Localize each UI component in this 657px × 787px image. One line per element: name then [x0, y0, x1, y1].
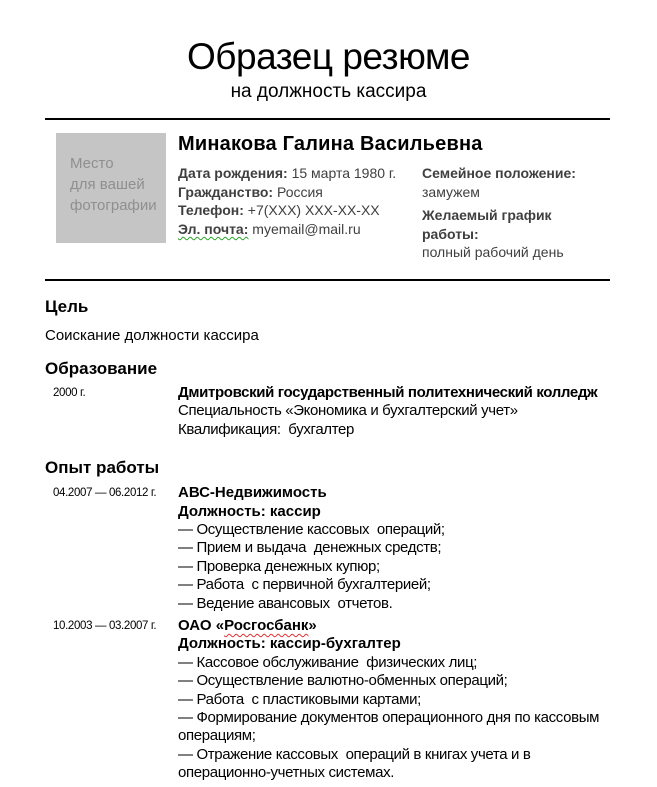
info-row — [178, 183, 422, 202]
job-company: АВС-Недвижимость — [178, 484, 327, 502]
header-section — [45, 118, 610, 281]
section-heading-objective: Цель — [45, 296, 89, 316]
info-group-label: Желаемый график работы: — [422, 207, 552, 242]
job-entry — [45, 484, 610, 613]
info-label: Эл. почта: — [178, 220, 249, 237]
experience-section — [45, 458, 610, 783]
education-specialty: Специальность «Экономика и бухгалтерский учет» — [178, 402, 518, 420]
duty-item: — Ведение авансовых отчетов. — [178, 594, 393, 612]
section-heading-experience: Опыт работы — [45, 458, 160, 478]
job-entry — [45, 617, 610, 783]
resume-title: Образец резюме — [187, 36, 470, 77]
entry-period: 04.2007 — 06.2012 г. — [53, 487, 157, 500]
education-qualification: Квалификация: бухгалтер — [178, 420, 355, 438]
job-company-prefix: ОАО « — [178, 617, 225, 635]
education-entry — [45, 384, 610, 439]
photo-placeholder — [56, 133, 166, 243]
info-group-value: полный рабочий день — [422, 244, 564, 261]
duty-item: — Осуществление кассовых операций; — [178, 521, 445, 538]
info-label: Дата рождения: — [178, 165, 288, 181]
job-company-suffix: » — [308, 617, 317, 635]
duty-item: — Работа с пластиковыми картами; — [178, 690, 421, 708]
job-position: Должность: кассир-бухгалтер — [178, 635, 401, 653]
entry-period: 10.2003 — 03.2007 г. — [53, 620, 157, 633]
duty-item: — Формирование документов операционного дня по кассовым операциям; — [178, 709, 603, 745]
info-value: myemail@mail.ru — [252, 220, 361, 237]
job-company — [178, 617, 610, 635]
info-group-label: Семейное положение: — [422, 165, 576, 181]
info-row — [178, 201, 422, 220]
section-heading-education: Образование — [45, 358, 158, 378]
info-group-value: замужем — [422, 183, 480, 200]
duty-item: — Работа с первичной бухгалтерией; — [178, 576, 431, 594]
objective-text: Соискание должности кассира — [45, 326, 259, 344]
duty-item: — Прием и выдача денежных средств; — [178, 539, 442, 557]
personal-info — [178, 133, 610, 267]
education-section — [45, 359, 610, 439]
info-value: Россия — [276, 183, 323, 200]
info-group — [422, 164, 610, 201]
info-value: 15 марта 1980 г. — [291, 165, 397, 181]
info-value: +7(XXX) XXX-XX-XX — [247, 202, 380, 219]
info-row — [178, 220, 422, 239]
info-row — [178, 164, 422, 183]
entry-period: 2000 г. — [53, 386, 86, 399]
photo-placeholder-line: фотографии — [70, 197, 157, 214]
job-position: Должность: кассир — [178, 502, 321, 520]
job-company-name: Росгосбанк — [224, 617, 309, 635]
info-right-column — [422, 164, 610, 267]
photo-placeholder-line: для вашей — [70, 176, 145, 193]
resume-subtitle: на должность кассира — [230, 81, 427, 102]
education-school: Дмитровский государственный политехнический колледж — [178, 383, 598, 401]
duty-item: — Проверка денежных купюр; — [178, 557, 380, 575]
objective-section — [45, 297, 610, 345]
info-group — [422, 206, 610, 262]
photo-placeholder-line: Место — [70, 155, 114, 172]
duty-item: — Кассовое обслуживание физических лиц; — [178, 653, 478, 671]
duty-item: — Осуществление валютно-обменных операций; — [178, 672, 508, 690]
duty-item: — Отражение кассовых операций в книгах учета и в операционно-учетных системах. — [178, 745, 535, 782]
candidate-name: Минакова Галина Васильевна — [178, 133, 483, 155]
info-left-column — [178, 164, 422, 267]
info-label: Гражданство: — [178, 183, 274, 200]
info-label: Телефон: — [178, 202, 244, 219]
